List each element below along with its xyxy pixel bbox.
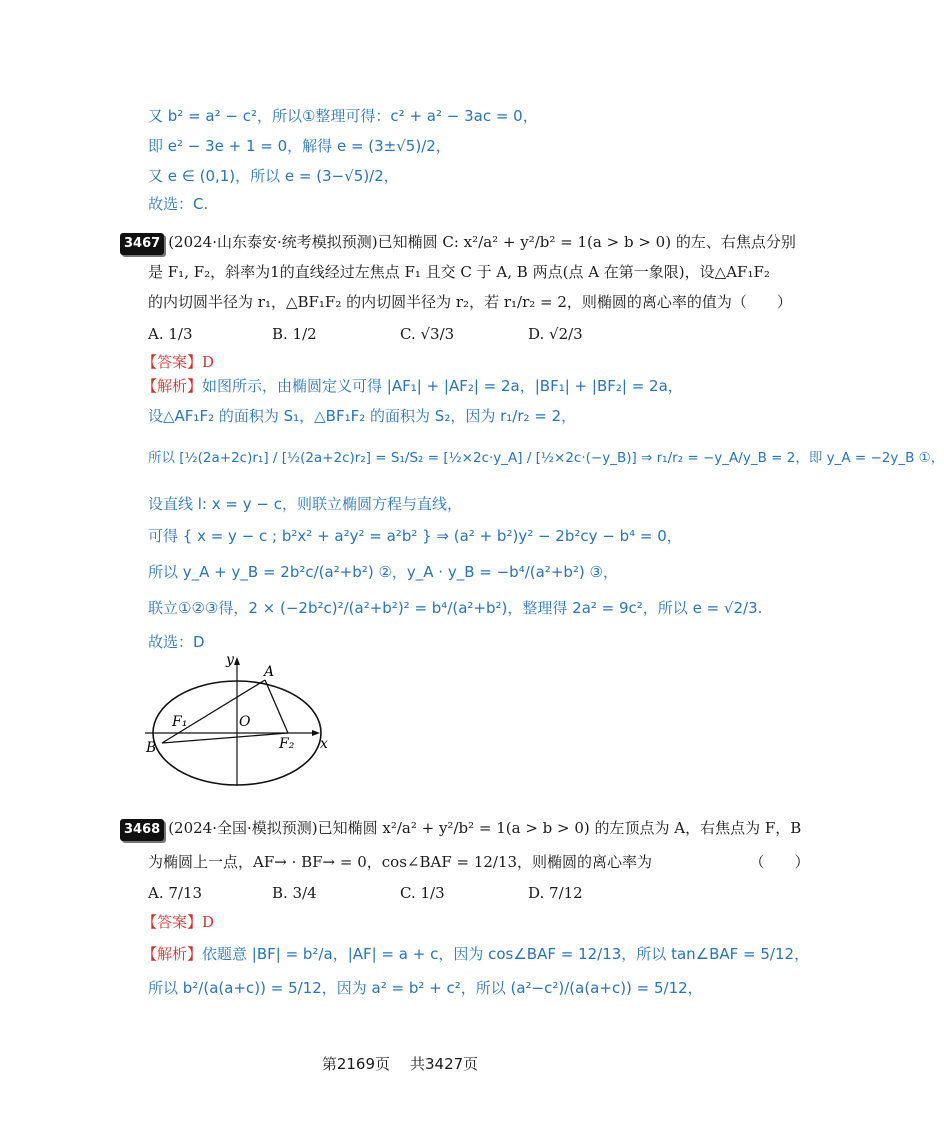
question-3468-solution-2: 所以 b²/(a(a+c)) = 5/12，因为 a² = b² + c²，所以 (a²−c²)/(a(a+c)) = 5/12， — [148, 979, 703, 997]
answer-label: 【答案】 — [142, 353, 203, 371]
page-footer — [0, 1053, 800, 1074]
question-number-badge: 3468 — [120, 819, 164, 841]
question-3467-option-b: B. 1/2 — [272, 325, 317, 343]
question-3467-solution-4: 设直线 l: x = y − c，则联立椭圆方程与直线， — [148, 495, 462, 513]
solution-text: 依题意 |BF| = b²/a，|AF| = a + c，因为 cos∠BAF = 12/13，所以 tan∠BAF = 5/12， — [202, 945, 810, 963]
question-3467-option-a: A. 1/3 — [148, 325, 193, 343]
question-3467-solution-1 — [142, 376, 683, 396]
question-3467-stem-3: 的内切圆半径为 r₁，△BF₁F₂ 的内切圆半径为 r₂，若 r₁/r₂ = 2，则椭圆的离心率的值为（ ） — [148, 293, 792, 311]
analysis-label: 【解析】 — [142, 945, 203, 963]
line-bf2 — [162, 733, 288, 743]
figure-label-f1: F₁ — [172, 714, 188, 730]
figure-label-f2: F₂ — [279, 736, 295, 752]
question-3467-solution-3: 所以 [½(2a+2c)r₁] / [½(2a+2c)r₂] = S₁/S₂ = [½×2c·y_A] / [½×2c·(−y_B)] ⇒ r₁/r₂ = −y_A/y_B = 2，即 y_A = −2y_B ①， — [148, 450, 944, 466]
question-3467-solution-2: 设△AF₁F₂ 的面积为 S₁，△BF₁F₂ 的面积为 S₂，因为 r₁/r₂ = 2， — [148, 407, 577, 425]
question-3468-stem-2: 为椭圆上一点，AF→ · BF→ = 0，cos∠BAF = 12/13，则椭圆的离心率为 （ ） — [148, 853, 810, 871]
question-3467-option-d: D. √2/3 — [528, 325, 583, 343]
figure-label-y: y — [226, 652, 234, 668]
question-3467-solution-5: 可得 { x = y − c ; b²x² + a²y² = a²b² } ⇒ (a² + b²)y² − 2b²cy − b⁴ = 0， — [148, 527, 682, 545]
line-af2 — [265, 680, 288, 733]
question-number-badge: 3467 — [120, 233, 164, 255]
analysis-label: 【解析】 — [142, 377, 203, 395]
prev-solution-line-4: 故选：C. — [148, 195, 209, 213]
question-3468-answer — [142, 912, 214, 932]
page-number: 第2169页 — [321, 1055, 390, 1073]
prev-solution-line-2: 即 e² − 3e + 1 = 0，解得 e = (3±√5)/2， — [148, 137, 451, 155]
question-3468-option-d: D. 7/12 — [528, 884, 583, 902]
page-total: 共3427页 — [410, 1055, 479, 1073]
x-axis-arrow — [312, 730, 320, 736]
question-3468-option-a: A. 7/13 — [148, 884, 203, 902]
question-3467-stem-1 — [120, 232, 796, 255]
question-3468-stem-1 — [120, 818, 801, 841]
question-3467-answer — [142, 352, 214, 372]
question-3467-option-c: C. √3/3 — [400, 325, 455, 343]
question-3468-solution-1 — [142, 944, 809, 964]
question-3468-option-b: B. 3/4 — [272, 884, 317, 902]
question-3467-solution-7: 联立①②③得，2 × (−2b²c)²/(a²+b²)² = b⁴/(a²+b²)，整理得 2a² = 9c²，所以 e = √2/3. — [148, 599, 763, 617]
prev-solution-line-1: 又 b² = a² − c²，所以①整理可得：c² + a² − 3ac = 0， — [148, 107, 538, 125]
question-3467-stem-2: 是 F₁, F₂，斜率为1的直线经过左焦点 F₁ 且交 C 于 A, B 两点(点 A 在第一象限)，设△AF₁F₂ — [148, 263, 770, 281]
y-axis-arrow — [234, 657, 240, 665]
answer-value: D — [202, 353, 215, 371]
question-3468-option-c: C. 1/3 — [400, 884, 445, 902]
question-3467-solution-6: 所以 y_A + y_B = 2b²c/(a²+b²) ②，y_A · y_B = −b⁴/(a²+b²) ③， — [148, 563, 618, 581]
prev-solution-line-3: 又 e ∈ (0,1)，所以 e = (3−√5)/2， — [148, 167, 399, 185]
answer-label: 【答案】 — [142, 913, 203, 931]
question-3467-solution-8: 故选：D — [148, 633, 205, 651]
question-3468-stem-1-text: (2024·全国·模拟预测)已知椭圆 x²/a² + y²/b² = 1(a > b > 0) 的左顶点为 A，右焦点为 F，B — [168, 819, 802, 837]
figure-label-a: A — [264, 664, 275, 680]
solution-text: 如图所示，由椭圆定义可得 |AF₁| + |AF₂| = 2a，|BF₁| + |BF₂| = 2a， — [202, 377, 683, 395]
answer-value: D — [202, 913, 215, 931]
ellipse-figure — [140, 648, 340, 788]
figure-label-o: O — [239, 714, 251, 730]
question-3467-stem-1-text: (2024·山东泰安·统考模拟预测)已知椭圆 C: x²/a² + y²/b² = 1(a > b > 0) 的左、右焦点分别 — [168, 233, 796, 251]
figure-label-x: x — [320, 736, 328, 752]
figure-label-b: B — [146, 740, 157, 756]
